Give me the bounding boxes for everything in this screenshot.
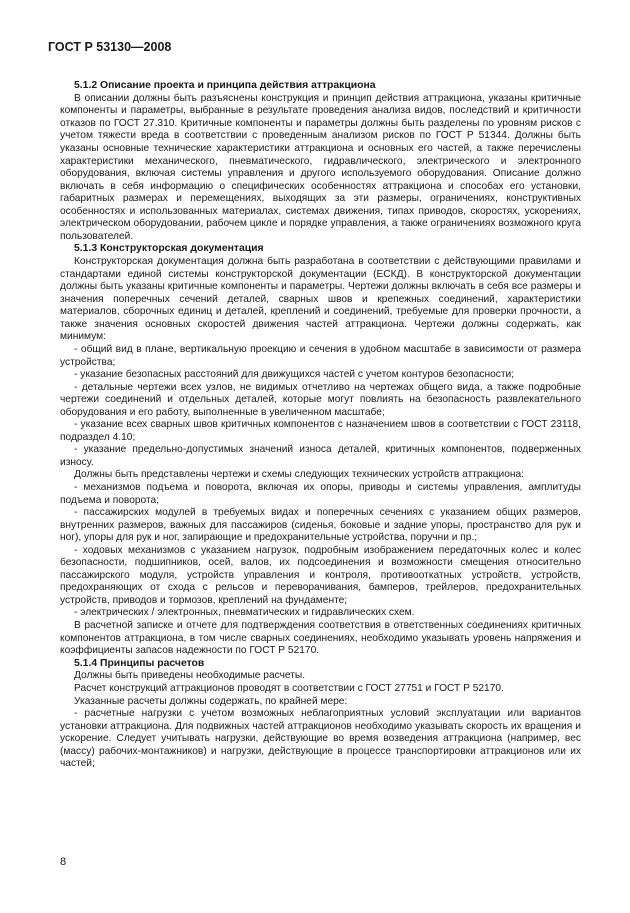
document-code-header: ГОСТ Р 53130—2008 bbox=[48, 40, 172, 54]
paragraph: В расчетной записке и отчете для подтверждения соответствия в ответственных соединениях критичных компонентов аттракциона, в том числе сварных соединениях, необходимо указывать уровень напряжения и коэффициенты запасов надежности по ГОСТ Р 52170. bbox=[60, 620, 581, 657]
page-number: 8 bbox=[60, 856, 67, 868]
list-item: - общий вид в плане, вертикальную проекцию и сечения в удобном масштабе в зависимости от размера устройства; bbox=[60, 343, 581, 368]
paragraph: Должны быть представлены чертежи и схемы следующих технических устройств аттракциона: bbox=[74, 469, 525, 481]
list-item: - расчетные нагрузки с учетом возможных неблагоприятных условий эксплуатации или вариантов установки аттракциона. Для подвижных частей аттракционов необходимо указывать скорость их вращения и ускорение. Следует учитывать нагрузки, действующие во время возведения аттракциона (например, вес (массу) рабочих-монтажников) и нагрузки, действующие в процессе транспортировки аттракционов или их частей; bbox=[60, 708, 581, 770]
section-heading: 5.1.3 Конструкторская документация bbox=[74, 243, 264, 255]
list-item: - указание всех сварных швов критичных компонентов с назначением швов в соответствии с ГОСТ 23118, подраздел 4.10; bbox=[60, 419, 581, 443]
document-body bbox=[60, 80, 581, 771]
paragraph: Расчет конструкций аттракционов проводят в соответствии с ГОСТ 27751 и ГОСТ Р 52170. bbox=[74, 683, 504, 694]
paragraph: Указанные расчеты должны содержать, по крайней мере: bbox=[74, 695, 348, 707]
list-item: - электрических / электронных, пневматических и гидравлических схем. bbox=[74, 607, 415, 619]
list-item: - указание предельно-допустимых значений износа деталей, критичных компонентов, подверженных износу. bbox=[60, 444, 581, 468]
paragraph: В описании должны быть разъяснены конструкция и принцип действия аттракциона, указаны критичные компоненты и параметры, выбранные в результате проведения анализа видов, последствий и критичности отказов по ГОСТ 27.310. Критичные компоненты и параметры должны быть разделены по уровням рисков с учетом тяжести вреда в соответствии с проведенным анализом рисков по ГОСТ Р 51344. Должны быть указаны основные технические характеристики аттракциона и основных его частей, а также перечислены характеристики механического, пневматического, гидравлического, электрического и электронного оборудования, включая системы управления и другого используемого оборудования. Описание должно включать в себя информацию о специфических особенностях аттракциона и способах его установки, габаритных размерах и перемещениях, выходящих за эти размеры, ограничениях, конструктивных особенностях и использованных материалах, системах движения, типах приводов, скоростях, ускорениях, электрическом оборудовании, рабочем цикле и порядке управления, а также ограничениях возможного круга пользователей. bbox=[60, 92, 581, 242]
list-item: - детальные чертежи всех узлов, не видимых отчетливо на чертежах общего вида, а также подробные чертежи соединений и отдельных деталей, которые могут повлиять на безопасность развлекательного оборудования и его работу, выполненные в увеличенном масштабе; bbox=[60, 381, 581, 418]
paragraph: Конструкторская документация должна быть разработана в соответствии с действующими правилами и стандартами единой системы конструкторской документации (ЕСКД). В конструкторской документации должны быть указаны критичные компоненты и параметры. Чертежи должны включать в себя все размеры и значения поперечных сечений деталей, сварных швов и крепежных соединений, характеристики материалов, сборочных единиц и деталей, креплений и соединений, требуемые для проверки прочности, а также значения основных скоростей движения частей аттракциона. Чертежи должны содержать, как минимум: bbox=[60, 256, 581, 343]
paragraph: Должны быть приведены необходимые расчеты. bbox=[74, 670, 306, 682]
section-heading: 5.1.2 Описание проекта и принципа действия аттракциона bbox=[74, 80, 376, 91]
section-heading: 5.1.4 Принципы расчетов bbox=[74, 657, 205, 669]
list-item: - указание безопасных расстояний для движущихся частей с учетом контуров безопасности; bbox=[74, 369, 515, 381]
list-item: - ходовых механизмов с указанием нагрузок, подробным изображением передаточных колес и колес безопасности, подшипников, осей, валов, их подсоединения и возможности смещения относительно пассажирского модуля, устройств управления и контроля, противооткатных устройств, устройств, предохраняющих от схода с рельсов и переворачивания, бамперов, трейлеров, предохранительных устройств, приводов и тормозов, креплений на фундаменте; bbox=[60, 544, 581, 606]
list-item: - пассажирских модулей в требуемых видах и поперечных сечениях с указанием общих размеров, внутренних размеров, важных для пассажиров (сиденья, боковые и задние упоры, пространство для рук и ног), упоры для рук и ног, запирающие и предохранительные устройства, поручни и пр.; bbox=[60, 507, 581, 544]
list-item: - механизмов подъема и поворота, включая их опоры, приводы и системы управления, амплитуды подъема и поворота; bbox=[60, 482, 581, 506]
